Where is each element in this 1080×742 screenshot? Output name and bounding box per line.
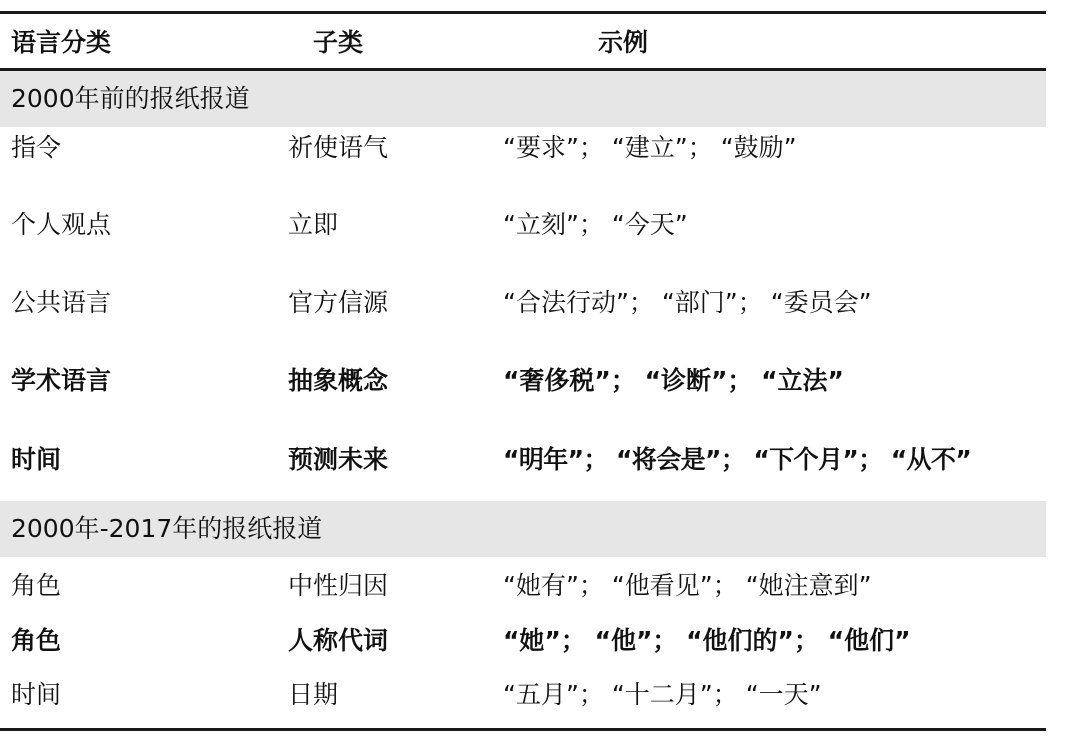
table-bottom-rule — [0, 728, 1046, 731]
cell-examples: “五月”； “十二月”； “一天” — [503, 680, 822, 709]
cell-examples: “奢侈税”； “诊断”； “立法” — [503, 366, 844, 395]
header-examples: 示例 — [598, 28, 649, 57]
cell-examples: “她有”； “他看见”； “她注意到” — [503, 571, 872, 600]
table-top-rule — [0, 11, 1046, 14]
header-subcategory: 子类 — [313, 28, 364, 57]
cell-subcategory: 中性归因 — [288, 571, 389, 600]
table-row — [0, 564, 1080, 608]
cell-subcategory: 立即 — [288, 210, 339, 239]
cell-category: 指令 — [11, 133, 62, 162]
cell-category: 时间 — [11, 680, 62, 709]
section-label: 2000年-2017年的报纸报道 — [11, 514, 323, 543]
cell-category: 个人观点 — [11, 210, 112, 239]
cell-category: 时间 — [11, 445, 62, 474]
table-row — [0, 126, 1080, 170]
cell-subcategory: 祈使语气 — [288, 133, 389, 162]
cell-subcategory: 日期 — [288, 680, 339, 709]
section-label: 2000年前的报纸报道 — [11, 84, 250, 113]
cell-category: 角色 — [11, 571, 62, 600]
cell-subcategory: 预测未来 — [288, 445, 389, 474]
cell-examples: “合法行动”； “部门”； “委员会” — [503, 288, 872, 317]
table-row — [0, 203, 1080, 247]
cell-subcategory: 抽象概念 — [288, 366, 389, 395]
table-row — [0, 619, 1080, 663]
cell-category: 学术语言 — [11, 366, 112, 395]
table-row — [0, 281, 1080, 325]
cell-category: 角色 — [11, 626, 62, 655]
cell-examples: “要求”； “建立”； “鼓励” — [503, 133, 797, 162]
cell-examples: “明年”； “将会是”； “下个月”； “从不” — [503, 445, 972, 474]
table-row — [0, 673, 1080, 717]
cell-subcategory: 人称代词 — [288, 626, 389, 655]
header-category: 语言分类 — [11, 28, 112, 57]
table-row — [0, 359, 1080, 403]
cell-subcategory: 官方信源 — [288, 288, 389, 317]
table-row — [0, 438, 1080, 482]
cell-category: 公共语言 — [11, 288, 112, 317]
cell-examples: “她”； “他”； “他们的”； “他们” — [503, 626, 911, 655]
cell-examples: “立刻”； “今天” — [503, 210, 688, 239]
